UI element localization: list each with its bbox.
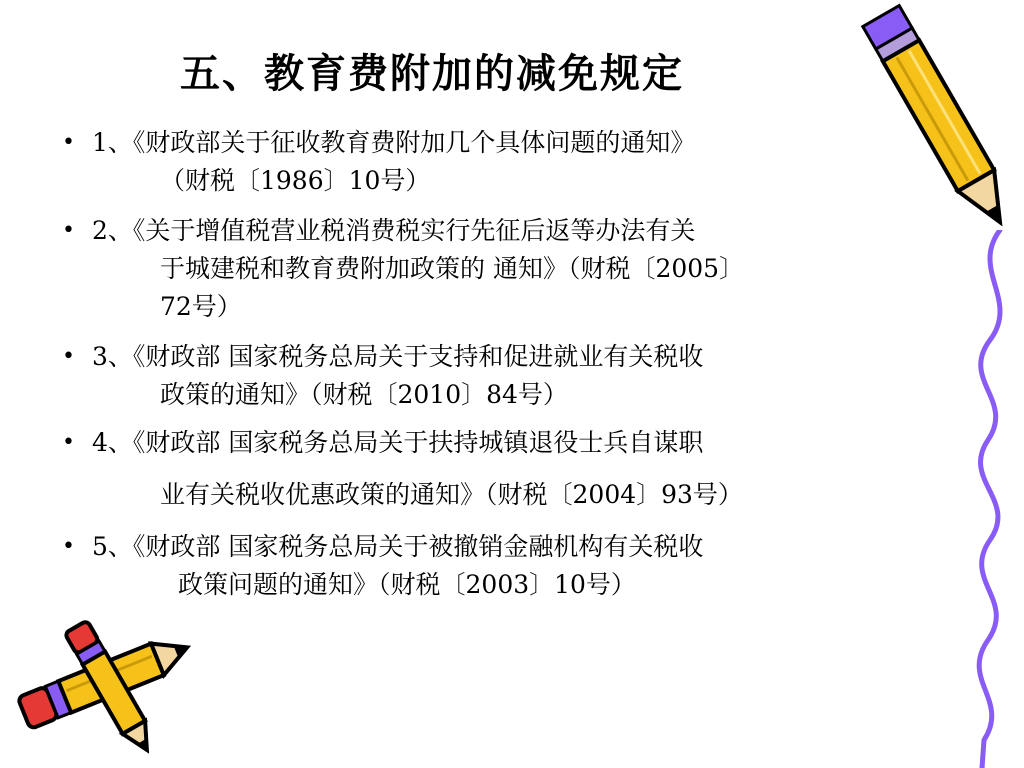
item-text-line: 3、《财政部 国家税务总局关于支持和促进就业有关税收 bbox=[92, 342, 704, 371]
item-text-line: 1、《财政部关于征收教育费附加几个具体问题的通知》 bbox=[92, 128, 696, 157]
list-item bbox=[60, 212, 960, 326]
list-item bbox=[60, 424, 960, 514]
list-item bbox=[60, 338, 960, 414]
bullet-dot: • bbox=[62, 218, 75, 243]
item-text-line: 2、《关于增值税营业税消费税实行先征后返等办法有关 bbox=[92, 216, 696, 245]
slide-title: 五、教育费附加的减免规定 bbox=[180, 50, 684, 97]
item-text-line: （财税〔1986〕10号） bbox=[160, 166, 431, 195]
list-item bbox=[60, 124, 960, 200]
pencils-icon bbox=[0, 608, 200, 768]
wavy-line-decoration bbox=[960, 230, 1024, 768]
bullet-list bbox=[60, 124, 960, 604]
bullet-dot: • bbox=[62, 344, 75, 369]
list-item bbox=[60, 528, 960, 604]
item-text-line: 业有关税收优惠政策的通知》（财税〔2004〕93号） bbox=[160, 480, 743, 509]
pencil-icon bbox=[858, 0, 1024, 250]
item-text-line: 政策问题的通知》（财税〔2003〕10号） bbox=[178, 570, 636, 599]
item-text-line: 政策的通知》（财税〔2010〕84号） bbox=[160, 380, 568, 409]
item-text-line: 于城建税和教育费附加政策的 通知》（财税〔2005〕 bbox=[160, 254, 745, 283]
item-text-line: 5、《财政部 国家税务总局关于被撤销金融机构有关税收 bbox=[92, 532, 704, 561]
bullet-dot: • bbox=[62, 534, 75, 559]
item-text-line: 72号） bbox=[160, 292, 242, 321]
bullet-dot: • bbox=[62, 130, 75, 155]
bullet-dot: • bbox=[62, 430, 75, 455]
item-text-line: 4、《财政部 国家税务总局关于扶持城镇退役士兵自谋职 bbox=[92, 428, 704, 457]
